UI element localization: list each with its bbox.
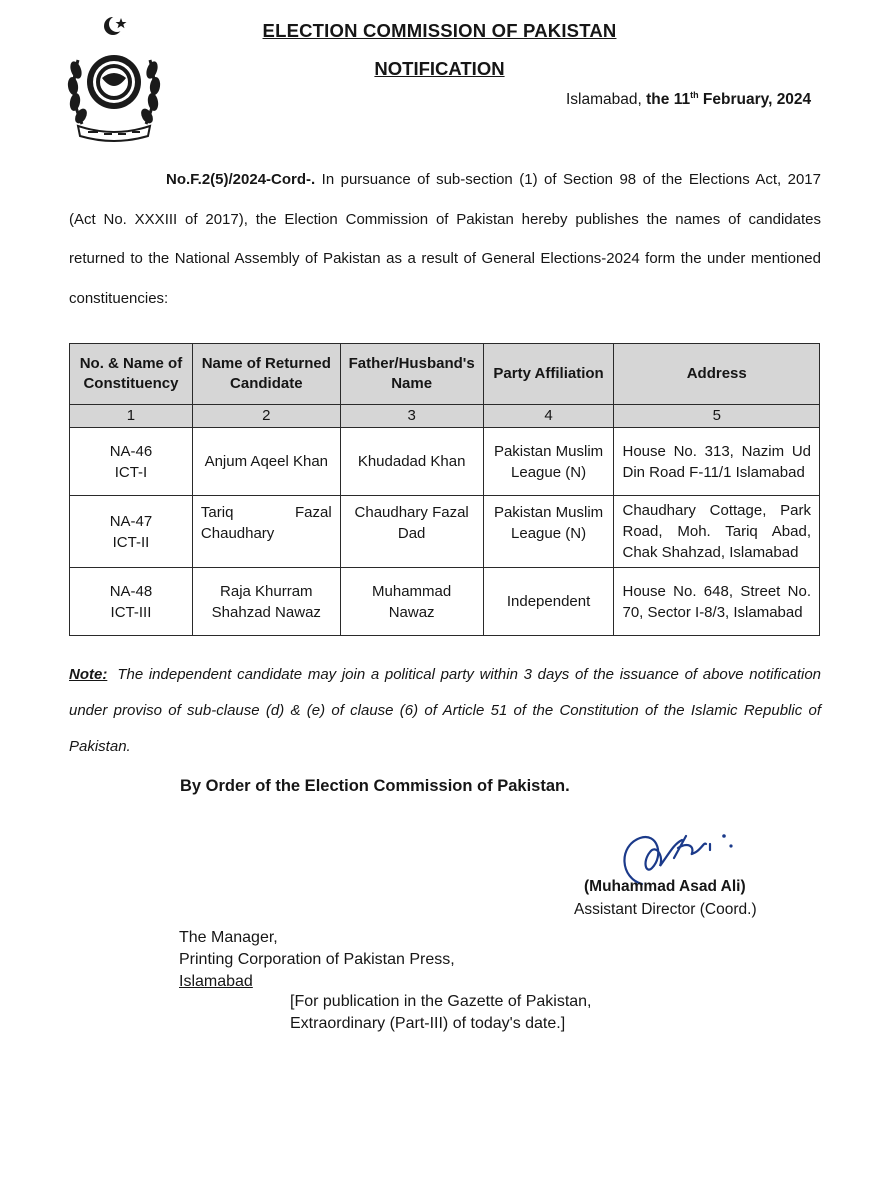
party-cell: Independent	[483, 568, 614, 636]
date-prefix: the 11	[646, 91, 691, 108]
date-ordinal: th	[690, 90, 699, 100]
results-table	[69, 343, 820, 636]
note-paragraph	[69, 657, 821, 765]
addressee-city: Islamabad	[179, 973, 253, 990]
constituency-number: NA-48	[109, 582, 153, 600]
father-husband-cell: Muhammad Nawaz	[340, 568, 483, 636]
publication-note-line: [For publication in the Gazette of Pakistan,	[290, 993, 592, 1010]
constituency-name: ICT-III	[110, 603, 152, 621]
column-number: 2	[192, 405, 340, 428]
note-text: The independent candidate may join a political party within 3 days of the issuance of above notification under proviso of sub-clause (d) & (e) of clause (6) of Article 51 of the Constitution of the Islamic Republic of Pakistan.	[69, 666, 821, 755]
constituency-name: ICT-I	[114, 463, 148, 481]
body-paragraph: In pursuance of sub-section (1) of Section 98 of the Elections Act, 2017 (Act No. XXXIII of 2017), the Election Commission of Pakistan hereby publishes the names of candidates returned to the National Assembly of Pakistan as a result of General Elections-2024 form the under mentioned constituencies:	[69, 171, 821, 307]
column-header: Name of Returned Candidate	[192, 344, 340, 405]
addressee-line: The Manager,	[179, 929, 278, 946]
notification-body	[69, 160, 821, 318]
addressee-line: Printing Corporation of Pakistan Press,	[179, 951, 455, 968]
father-husband-cell: Chaudhary Fazal Dad	[340, 496, 483, 568]
signer-name: (Muhammad Asad Ali)	[584, 878, 746, 895]
date-suffix: February, 2024	[698, 91, 812, 108]
column-header: Father/Husband's Name	[340, 344, 483, 405]
publication-note	[290, 991, 592, 1035]
constituency-cell	[70, 428, 193, 496]
address-cell: House No. 648, Street No. 70, Sector I-8/3, Islamabad	[614, 568, 820, 636]
column-number: 5	[614, 405, 820, 428]
notification-title: NOTIFICATION	[374, 58, 505, 79]
date-line	[566, 90, 811, 109]
father-husband-cell: Khudadad Khan	[340, 428, 483, 496]
constituency-cell	[70, 496, 193, 568]
note-label: Note:	[69, 666, 108, 683]
party-cell: Pakistan Muslim League (N)	[483, 428, 614, 496]
organization-title: ELECTION COMMISSION OF PAKISTAN	[262, 20, 617, 41]
candidate-cell: Raja Khurram Shahzad Nawaz	[192, 568, 340, 636]
table-row	[70, 568, 820, 636]
reference-number: No.F.2(5)/2024-Cord-.	[166, 171, 316, 188]
table-row	[70, 428, 820, 496]
signer-title: Assistant Director (Coord.)	[574, 901, 757, 918]
publication-note-line: Extraordinary (Part-III) of today's date.]	[290, 1015, 566, 1032]
column-header: Party Affiliation	[483, 344, 614, 405]
candidate-cell: Tariq Fazal Chaudhary	[192, 496, 340, 568]
column-header: No. & Name of Constituency	[70, 344, 193, 405]
table-row	[70, 496, 820, 568]
constituency-cell	[70, 568, 193, 636]
party-cell: Pakistan Muslim League (N)	[483, 496, 614, 568]
constituency-number: NA-47	[109, 512, 153, 530]
by-order-line: By Order of the Election Commission of Pakistan.	[180, 777, 570, 795]
column-number: 3	[340, 405, 483, 428]
column-number: 4	[483, 405, 614, 428]
column-header: Address	[614, 344, 820, 405]
address-cell: Chaudhary Cottage, Park Road, Moh. Tariq Abad, Chak Shahzad, Islamabad	[614, 496, 820, 568]
table-header-row	[70, 344, 820, 405]
table-column-number-row	[70, 405, 820, 428]
candidate-cell: Anjum Aqeel Khan	[192, 428, 340, 496]
addressee-block	[179, 927, 455, 993]
constituency-name: ICT-II	[112, 533, 150, 551]
constituency-number: NA-46	[109, 442, 153, 460]
place: Islamabad,	[566, 91, 642, 108]
column-number: 1	[70, 405, 193, 428]
address-cell: House No. 313, Nazim Ud Din Road F-11/1 Islamabad	[614, 428, 820, 496]
